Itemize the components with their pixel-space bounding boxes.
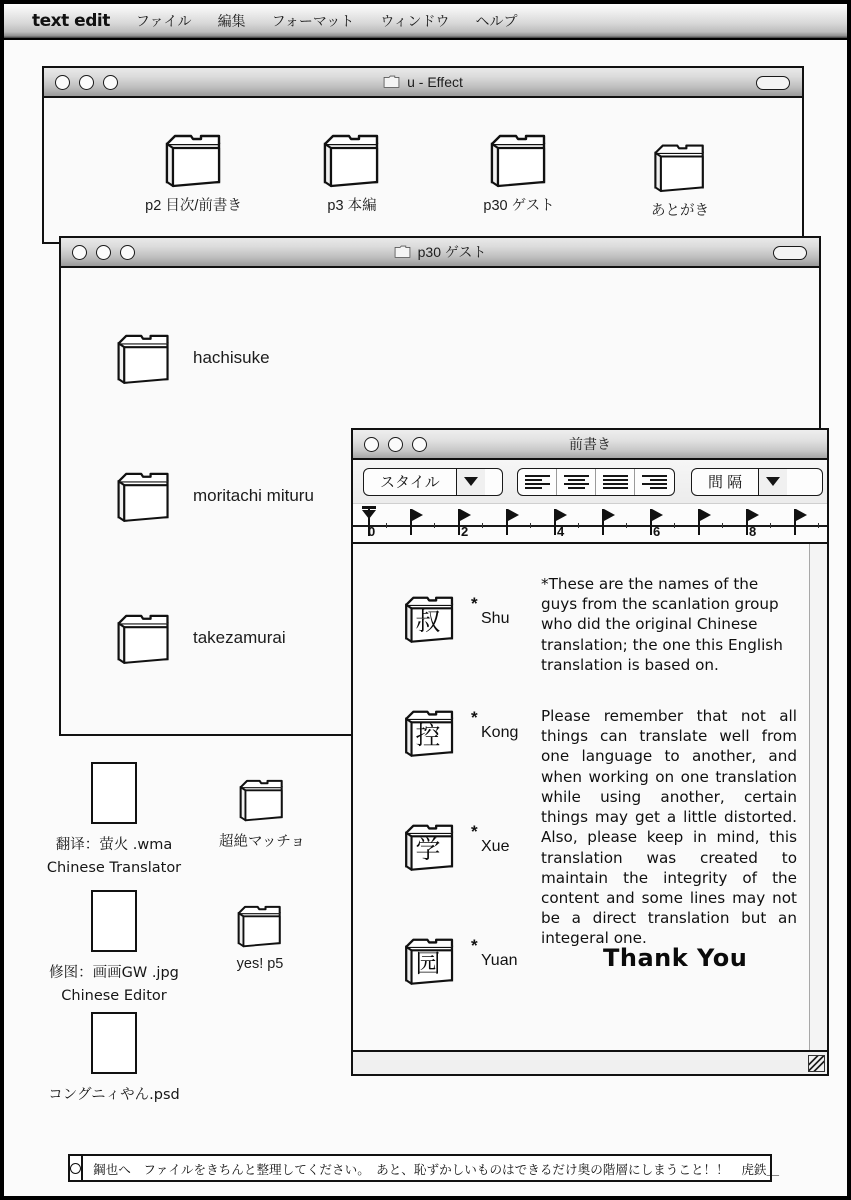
ruler-number: 6 — [653, 524, 661, 539]
style-dropdown-label: スタイル — [380, 474, 440, 491]
folder-icon — [113, 330, 175, 385]
ruler-number: 8 — [749, 524, 757, 539]
asterisk-marker: * — [471, 594, 478, 613]
circle-icon — [70, 1163, 81, 1174]
close-button[interactable] — [72, 245, 87, 260]
file-role: Chinese Editor — [61, 988, 167, 1004]
folder-label: p2 目次/前書き — [145, 198, 242, 214]
editor-status-strip — [353, 1050, 827, 1074]
asterisk-marker: * — [471, 936, 478, 955]
minimize-button[interactable] — [79, 75, 94, 90]
document-icon — [91, 890, 137, 952]
alignment-button-group[interactable] — [517, 468, 675, 496]
folder-kanji-glyph: 控 — [415, 720, 441, 750]
align-justify-button[interactable] — [596, 469, 635, 495]
folder-item[interactable] — [444, 130, 594, 215]
folder-icon — [383, 75, 400, 89]
menu-item-format[interactable]: フォーマット — [271, 13, 355, 29]
file-name: コングニィやん.psd — [48, 1087, 180, 1103]
zoom-button[interactable] — [412, 437, 427, 452]
minimize-button[interactable] — [96, 245, 111, 260]
folder-item[interactable] — [113, 468, 314, 523]
window-controls[interactable] — [55, 75, 118, 90]
name-label: Yuan — [481, 952, 518, 969]
menu-item-help[interactable]: ヘルプ — [475, 13, 518, 29]
editor-text-area[interactable] — [353, 544, 827, 1052]
file-role: Chinese Translator — [46, 860, 182, 876]
asterisk-marker: * — [471, 822, 478, 841]
folder-icon — [113, 468, 175, 523]
folder-label: 超絶マッチョ — [219, 834, 305, 850]
close-button[interactable] — [55, 75, 70, 90]
folder-label: yes! p5 — [236, 956, 284, 972]
window-maegaki-titlebar[interactable] — [353, 430, 827, 460]
resize-grip[interactable] — [808, 1055, 825, 1072]
desktop-folder-yes-p5[interactable] — [220, 902, 300, 972]
menu-item-file[interactable]: ファイル — [135, 13, 192, 29]
vertical-scrollbar[interactable] — [809, 544, 827, 1052]
window-maegaki-title-text: 前書き — [569, 436, 611, 452]
folder-label: hachisuke — [193, 347, 270, 367]
editor-ruler[interactable] — [353, 504, 827, 544]
minimize-button[interactable] — [388, 437, 403, 452]
note-bar[interactable] — [68, 1154, 780, 1182]
menu-item-edit[interactable]: 編集 — [217, 13, 246, 29]
folder-item[interactable] — [106, 130, 281, 215]
folder-kanji-glyph: 叔 — [415, 606, 441, 636]
folder-icon — [236, 776, 288, 822]
file-item-psd[interactable] — [48, 1012, 180, 1104]
folder-item[interactable] — [113, 610, 286, 665]
toolbar-toggle-button[interactable] — [773, 246, 807, 260]
document-icon — [91, 762, 137, 824]
style-dropdown[interactable] — [363, 468, 503, 496]
asterisk-marker: * — [471, 708, 478, 727]
note-bullet-button[interactable] — [70, 1156, 83, 1180]
folder-icon — [486, 130, 552, 188]
window-p30-guest-titlebar[interactable] — [61, 238, 819, 268]
file-name: 翻译：萤火 .wma — [55, 837, 173, 853]
folder-icon — [650, 140, 710, 193]
folder-item[interactable] — [616, 140, 744, 220]
align-right-button[interactable] — [635, 469, 674, 495]
ruler-number: 4 — [557, 524, 565, 539]
folder-icon — [161, 130, 227, 188]
close-button[interactable] — [364, 437, 379, 452]
window-u-effect-title — [44, 74, 802, 90]
ruler-number: 0 — [368, 524, 376, 539]
window-controls[interactable] — [364, 437, 427, 452]
spacing-dropdown[interactable] — [691, 468, 823, 496]
paragraph-note: *These are the names of the guys from the scanlation group who did the original Chinese translation; the one this English translation is based on. — [541, 575, 783, 674]
app-name-label[interactable]: text edit — [32, 11, 110, 31]
note-text: 鋼也へ ファイルをきちんと整理してください。 あと、恥ずかしいものはできるだけ奥の階層にしまうこと！！ 虎鉄＿ — [93, 1161, 780, 1177]
window-controls[interactable] — [72, 245, 135, 260]
name-label: Shu — [481, 610, 510, 627]
window-u-effect[interactable] — [42, 66, 804, 244]
window-u-effect-titlebar[interactable] — [44, 68, 802, 98]
folder-label: takezamurai — [193, 627, 286, 647]
window-u-effect-title-text: u - Effect — [407, 74, 463, 90]
align-center-button[interactable] — [557, 469, 596, 495]
chevron-down-icon[interactable] — [758, 469, 787, 495]
file-name: 修图：画画GW .jpg — [49, 965, 179, 981]
folder-item[interactable] — [282, 130, 422, 215]
folder-item[interactable] — [113, 330, 270, 385]
thank-you-heading: Thank You — [603, 944, 748, 972]
folder-label: p3 本編 — [327, 198, 377, 214]
folder-icon — [319, 130, 385, 188]
chevron-down-icon[interactable] — [456, 469, 485, 495]
folder-icon — [113, 610, 175, 665]
window-u-effect-body — [44, 98, 802, 242]
align-left-button[interactable] — [518, 469, 557, 495]
paragraph-disclaimer: Please remember that not all things can translate well from one language to another, and when working on one translation while using another, certain things may get a little distorted. Also, please keep in mind, this translation was created to maintain the integrity of the content and some lines may not be a direct translation but an integeral one. — [541, 707, 797, 948]
folder-kanji-glyph: 学 — [415, 834, 441, 864]
toolbar-toggle-button[interactable] — [756, 76, 790, 90]
document-icon — [91, 1012, 137, 1074]
folder-icon — [394, 245, 411, 259]
window-p30-guest-title-text: p30 ゲスト — [417, 244, 487, 260]
menu-bar — [4, 4, 847, 40]
folder-icon — [234, 902, 286, 948]
editor-toolbar — [353, 460, 827, 504]
file-item-jpg[interactable] — [49, 890, 179, 1004]
name-label: Xue — [481, 838, 510, 855]
folder-label: p30 ゲスト — [483, 198, 555, 214]
window-maegaki-body — [353, 460, 827, 1074]
name-label: Kong — [481, 724, 519, 741]
menu-item-window[interactable]: ウィンドウ — [380, 13, 450, 29]
desktop-folder-mucho[interactable] — [212, 776, 312, 851]
folder-label: あとがき — [651, 203, 709, 219]
window-p30-guest-title — [61, 242, 819, 262]
window-maegaki-editor[interactable] — [351, 428, 829, 1076]
folder-label: moritachi mituru — [193, 485, 314, 505]
zoom-button[interactable] — [120, 245, 135, 260]
file-item-wma[interactable] — [46, 762, 182, 876]
folder-kanji-glyph: 园 — [415, 948, 441, 978]
zoom-button[interactable] — [103, 75, 118, 90]
spacing-dropdown-label: 間 隔 — [708, 474, 743, 491]
ruler-number: 2 — [461, 524, 469, 539]
